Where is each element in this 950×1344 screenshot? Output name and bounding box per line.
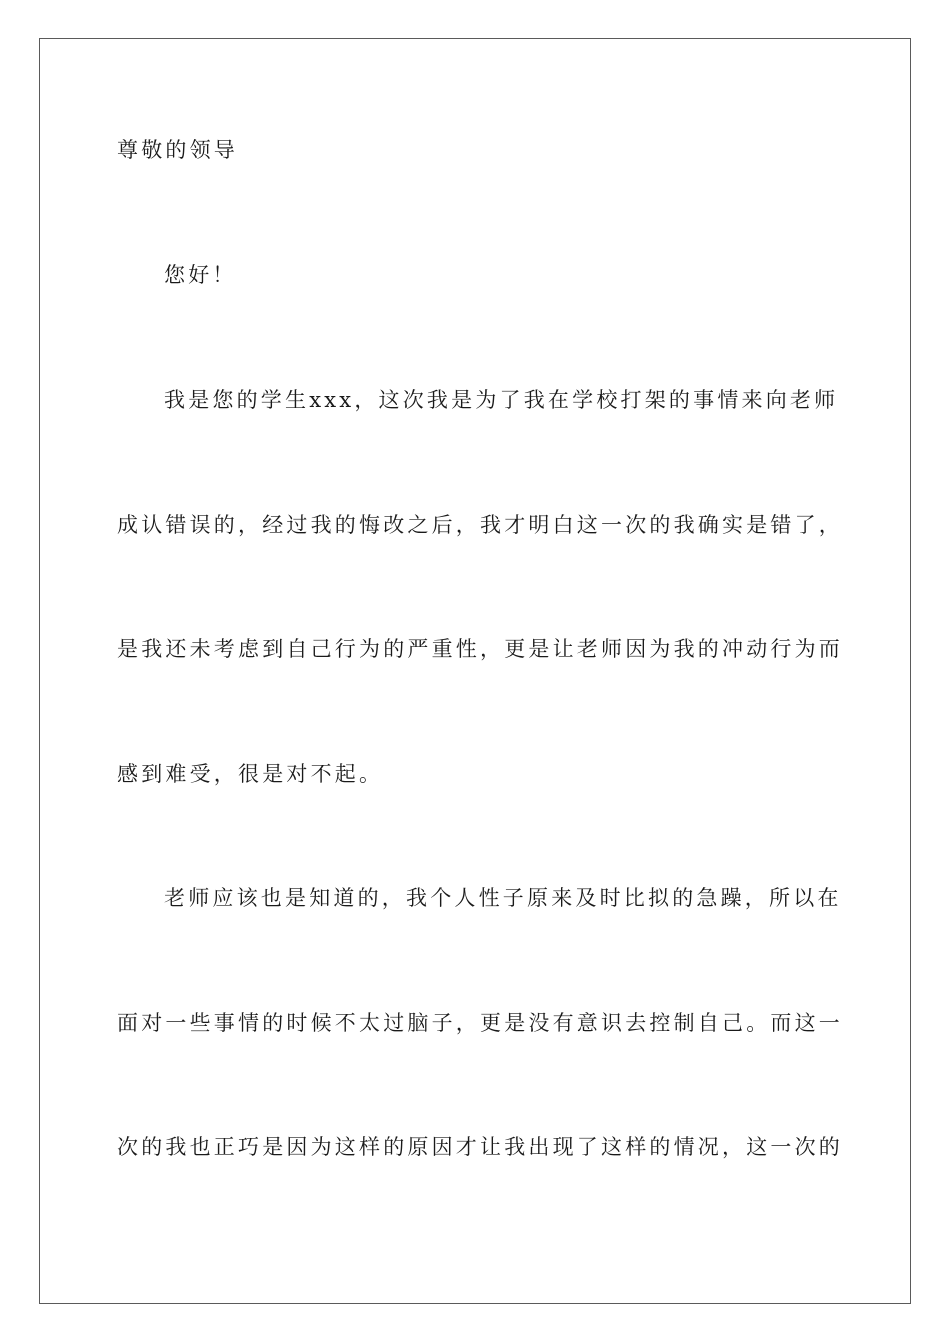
paragraph-1-line-3: 是我还未考虑到自己行为的严重性，更是让老师因为我的冲动行为而 bbox=[117, 637, 843, 661]
paragraph-2-line-3: 次的我也正巧是因为这样的原因才让我出现了这样的情况，这一次的 bbox=[117, 1135, 843, 1159]
paragraph-1-line-4: 感到难受，很是对不起。 bbox=[117, 762, 384, 786]
paragraph-1-line-1: 我是您的学生xxx，这次我是为了我在学校打架的事情来向老师 bbox=[164, 388, 839, 412]
paragraph-2-line-2: 面对一些事情的时候不太过脑子，更是没有意识去控制自己。而这一 bbox=[117, 1011, 843, 1035]
paragraph-1-line-2: 成认错误的，经过我的悔改之后，我才明白这一次的我确实是错了， bbox=[117, 513, 843, 537]
page-border bbox=[39, 38, 911, 1304]
paragraph-2-line-1: 老师应该也是知道的，我个人性子原来及时比拟的急躁，所以在 bbox=[164, 886, 842, 910]
greeting: 您好！ bbox=[164, 263, 237, 287]
salutation: 尊敬的领导 bbox=[117, 138, 238, 162]
